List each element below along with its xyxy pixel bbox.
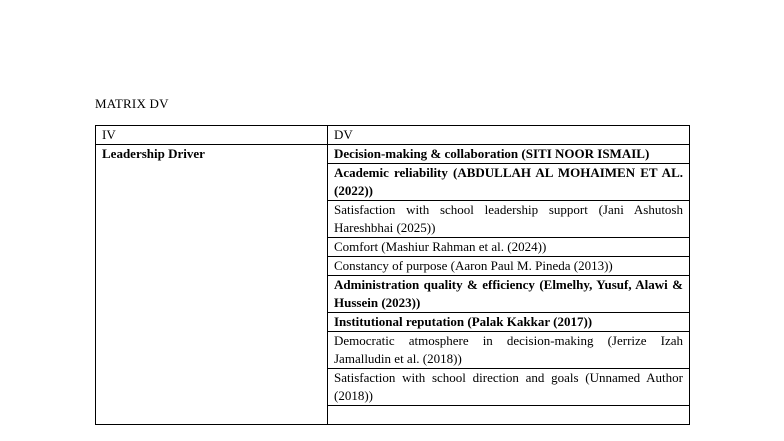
table-row bbox=[96, 145, 690, 164]
dv-cell: Satisfaction with school direction and goals (Unnamed Author (2018)) bbox=[328, 369, 690, 406]
dv-cell: Democratic atmosphere in decision-making (Jerrize Izah Jamalludin et al. (2018)) bbox=[328, 332, 690, 369]
matrix-table bbox=[95, 125, 690, 425]
dv-cell: Satisfaction with school leadership support (Jani Ashutosh Hareshbhai (2025)) bbox=[328, 201, 690, 238]
dv-cell: Constancy of purpose (Aaron Paul M. Pineda (2013)) bbox=[328, 257, 690, 276]
dv-cell: Academic reliability (ABDULLAH AL MOHAIMEN ET AL. (2022)) bbox=[328, 164, 690, 201]
dv-cell-empty bbox=[328, 406, 690, 425]
dv-cell: Comfort (Mashiur Rahman et al. (2024)) bbox=[328, 238, 690, 257]
page-title: MATRIX DV bbox=[95, 96, 169, 111]
dv-cell: Institutional reputation (Palak Kakkar (2017)) bbox=[328, 313, 690, 332]
header-dv: DV bbox=[328, 126, 690, 145]
header-iv: IV bbox=[96, 126, 328, 145]
dv-cell: Decision-making & collaboration (SITI NOOR ISMAIL) bbox=[328, 145, 690, 164]
table-header-row bbox=[96, 126, 690, 145]
iv-cell: Leadership Driver bbox=[96, 145, 328, 425]
dv-cell: Administration quality & efficiency (Elmelhy, Yusuf, Alawi & Hussein (2023)) bbox=[328, 276, 690, 313]
